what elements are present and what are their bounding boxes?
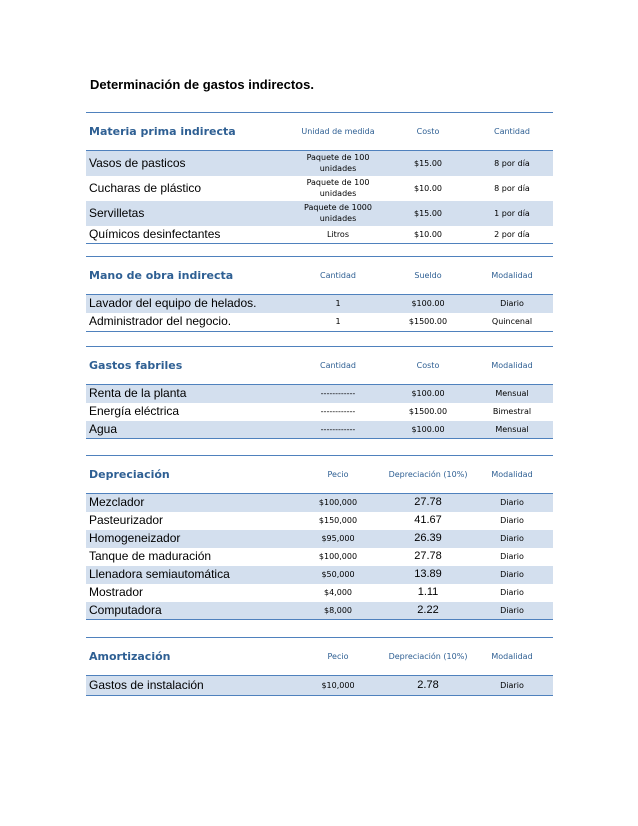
table-header: Sueldo [385,257,471,295]
cell-price: $100,000 [318,552,358,561]
cell-depreciation: 41.67 [414,514,442,526]
cell-cost: $15.00 [385,151,471,176]
cell-item: Energía eléctrica [89,404,180,418]
cell-salary: $100.00 [385,295,471,313]
table-header: Pecio [291,456,385,494]
cell-cost: $15.00 [385,201,471,226]
cell-item: Mezclador [86,494,291,512]
table-row [86,494,553,512]
table-row [86,512,553,530]
table-row [86,584,553,602]
cell-modality: Mensual [471,421,553,439]
cell-cost: $100.00 [385,421,471,439]
cell-modality: Diario [500,588,524,597]
table-row [86,566,553,584]
cell-depreciation: 27.78 [385,494,471,512]
cell-depreciation: 13.89 [385,566,471,584]
table-header: Amortización [86,638,291,676]
cell-price: $4,000 [324,588,352,597]
cell-cost: $1500.00 [408,407,448,416]
cell-unit: Litros [291,226,385,244]
table-header: Depreciación [86,456,291,494]
cell-item: Gastos de instalación [86,676,291,696]
table-row [86,313,553,332]
cell-item: Homogeneizador [86,530,291,548]
cell-item: Administrador del negocio. [86,313,291,332]
table-header: Modalidad [471,257,553,295]
cell-quantity: ------------ [320,407,356,416]
cell-salary: $1500.00 [385,313,471,332]
cell-item: Pasteurizador [89,513,164,527]
table-header: Costo [385,347,471,385]
cell-quantity: 1 por día [471,201,553,226]
gastos-fabriles-table [86,346,553,439]
table-row [86,201,553,226]
table-row [86,385,553,403]
table-header: Modalidad [471,347,553,385]
table-header: Depreciación (10%) [385,456,471,494]
table-row [86,403,553,421]
table-row [86,676,553,696]
cell-quantity: 2 por día [471,226,553,244]
table-row [86,226,553,244]
table-row [86,151,553,176]
cell-modality: Bimestral [492,407,532,416]
cell-price: $150,000 [318,516,358,525]
table-row [86,295,553,313]
cell-depreciation: 26.39 [385,530,471,548]
cell-quantity: ------------ [291,385,385,403]
cell-modality: Mensual [471,385,553,403]
cell-price: $95,000 [291,530,385,548]
cell-item: Llenadora semiautomática [86,566,291,584]
cell-modality: Quincenal [471,313,553,332]
materia-prima-table [86,112,553,244]
table-header: Pecio [291,638,385,676]
cell-cost: $10.00 [414,183,442,193]
cell-modality: Diario [471,566,553,584]
table-header: Cantidad [471,113,553,151]
cell-modality: Diario [471,494,553,512]
table-row [86,602,553,620]
mano-obra-table [86,256,553,332]
cell-item: Vasos de pasticos [86,151,291,176]
table-row [86,548,553,566]
page-title: Determinación de gastos indirectos. [90,77,314,92]
table-header: Modalidad [471,456,553,494]
cell-price: $100,000 [291,494,385,512]
amortizacion-table [86,637,553,696]
cell-item: Tanque de maduración [89,549,212,563]
cell-cost: $10.00 [385,226,471,244]
cell-depreciation: 2.22 [385,602,471,620]
cell-price: $50,000 [291,566,385,584]
cell-item: Servilletas [86,201,291,226]
cell-depreciation: 27.78 [414,550,442,562]
table-header: Mano de obra indirecta [86,257,291,295]
table-header: Depreciación (10%) [385,638,471,676]
cell-unit: Paquete de 1000 unidades [291,201,385,226]
table-header: Gastos fabriles [86,347,291,385]
cell-price: $10,000 [291,676,385,696]
depreciacion-table [86,455,553,620]
table-header: Materia prima indirecta [86,113,291,151]
cell-item: Agua [86,421,291,439]
cell-item: Mostrador [89,585,144,599]
cell-modality: Diario [471,530,553,548]
cell-item: Renta de la planta [86,385,291,403]
cell-cost: $100.00 [385,385,471,403]
table-header: Cantidad [291,257,385,295]
table-header: Cantidad [291,347,385,385]
cell-item: Cucharas de plástico [89,180,202,195]
cell-item: Computadora [86,602,291,620]
table-header: Modalidad [471,638,553,676]
cell-modality: Diario [471,602,553,620]
cell-unit: Paquete de 100 unidades [291,151,385,176]
cell-item: Químicos desinfectantes [86,226,291,244]
cell-quantity: 1 [291,295,385,313]
cell-price: $8,000 [291,602,385,620]
cell-unit: Paquete de 100 unidades [306,178,370,198]
cell-modality: Diario [500,516,524,525]
table-header: Costo [385,113,471,151]
cell-depreciation: 1.11 [417,586,439,598]
table-header: Unidad de medida [291,113,385,151]
cell-modality: Diario [471,676,553,696]
table-row [86,421,553,439]
cell-item: Lavador del equipo de helados. [86,295,291,313]
cell-quantity: 8 por día [494,183,530,193]
cell-quantity: 1 [291,313,385,332]
cell-modality: Diario [500,552,524,561]
table-row [86,176,553,201]
cell-quantity: ------------ [291,421,385,439]
cell-modality: Diario [471,295,553,313]
table-row [86,530,553,548]
cell-quantity: 8 por día [471,151,553,176]
cell-depreciation: 2.78 [385,676,471,696]
